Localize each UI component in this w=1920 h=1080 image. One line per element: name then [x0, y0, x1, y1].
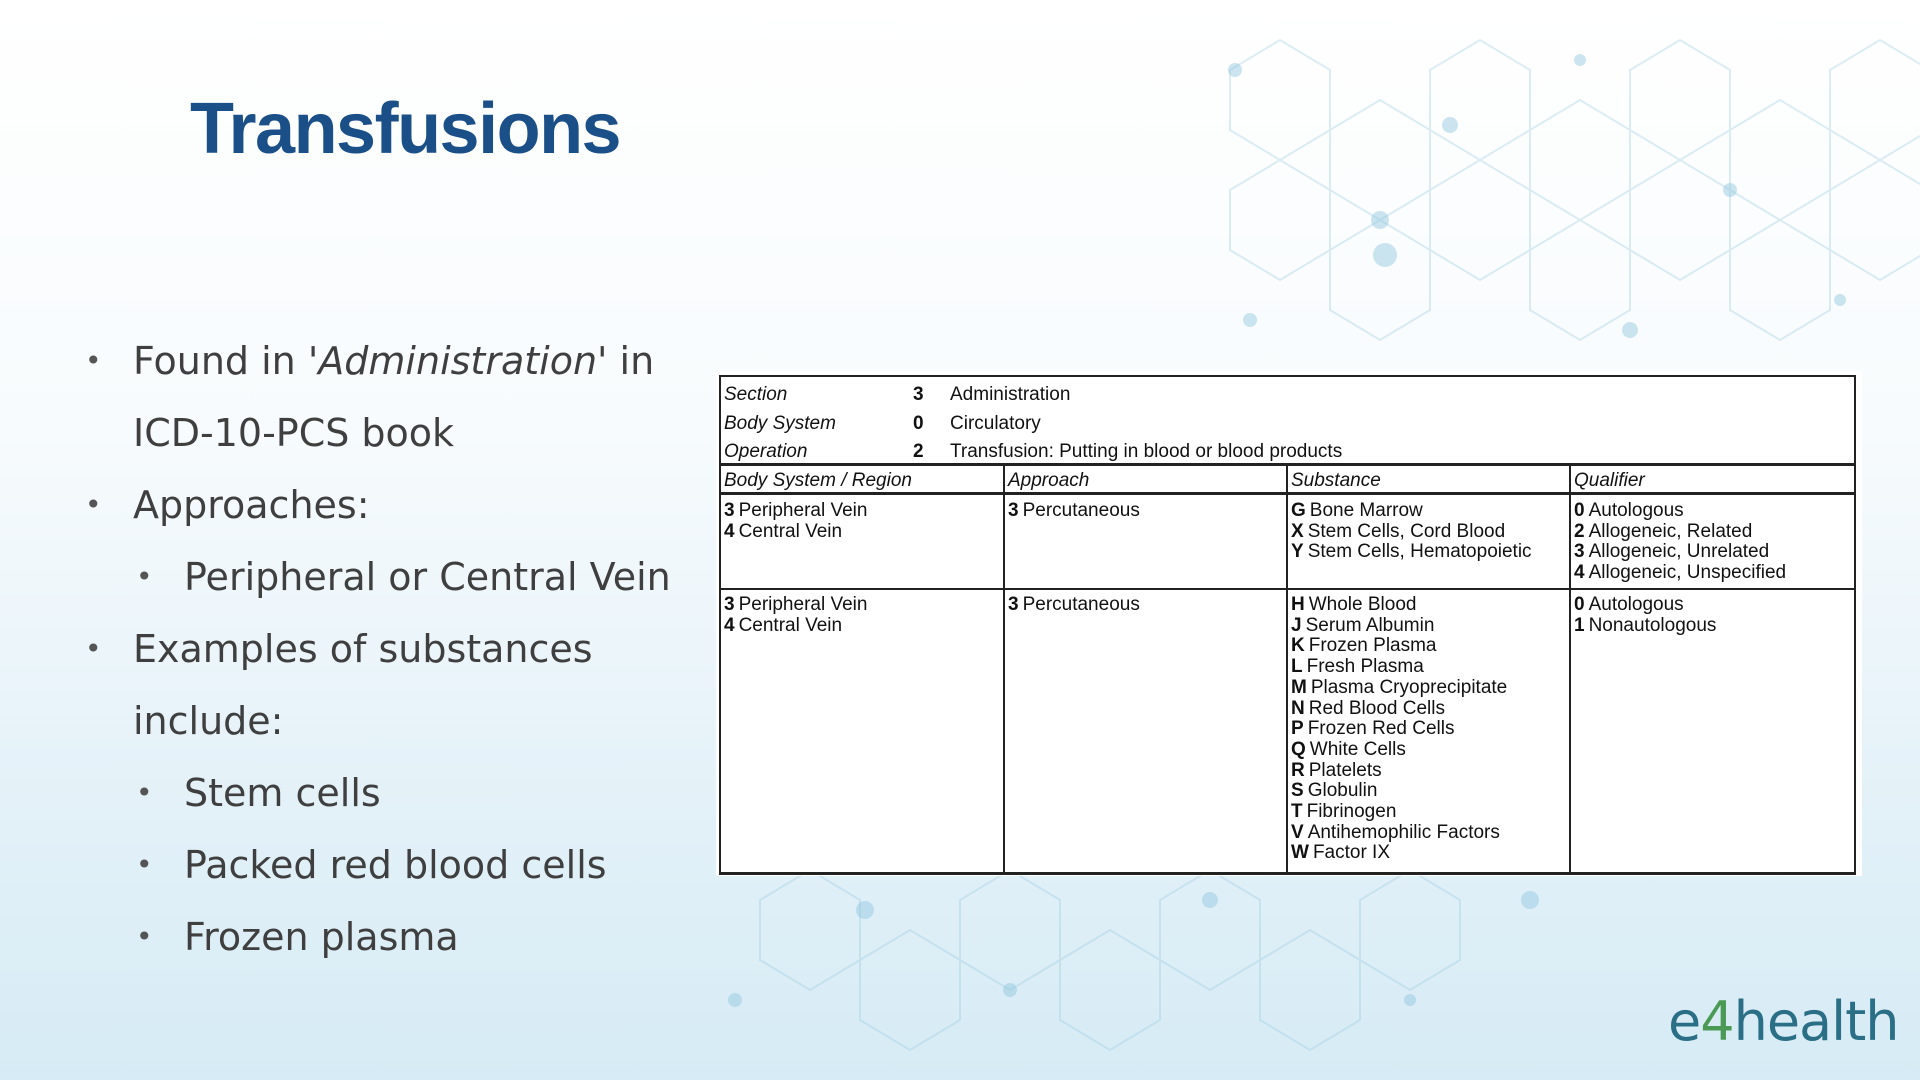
cell-entry — [1291, 802, 1507, 823]
entry-text: Stem Cells, Hematopoietic — [1307, 541, 1532, 563]
sub-bullet-packed-rbc: • Packed red blood cells — [80, 829, 680, 901]
cell-entry — [1291, 719, 1507, 740]
entry-text: Autologous — [1588, 500, 1684, 521]
row2-substance-cell — [1291, 595, 1507, 864]
entry-code: S — [1291, 780, 1304, 802]
cell-entry — [1574, 616, 1716, 637]
row1-body-system-cell — [724, 501, 867, 542]
entry-code: N — [1291, 697, 1305, 719]
entry-code: P — [1291, 718, 1304, 740]
header-value: Transfusion: Putting in blood or blood products — [950, 441, 1343, 462]
cell-entry — [1291, 501, 1532, 522]
cell-entry — [1291, 657, 1507, 678]
slide-title: Transfusions — [190, 89, 621, 169]
entry-code: W — [1291, 842, 1309, 864]
cell-entry — [1291, 616, 1507, 637]
entry-text: Allogeneic, Related — [1588, 520, 1753, 542]
row1-approach-cell — [1008, 501, 1140, 522]
entry-text: Plasma Cryoprecipitate — [1310, 676, 1508, 698]
table-col-divider-2 — [1286, 463, 1288, 875]
entry-code: 4 — [724, 520, 735, 542]
entry-code: T — [1291, 801, 1303, 823]
cell-entry — [1574, 563, 1786, 584]
row1-qualifier-cell — [1574, 501, 1786, 584]
bullet-examples: • Examples of substances include: — [80, 613, 680, 757]
entry-code: R — [1291, 759, 1305, 781]
entry-text: Central Vein — [738, 520, 843, 542]
entry-text: Globulin — [1307, 780, 1378, 802]
table-col-divider-1 — [1003, 463, 1005, 875]
sub-bullet-vein: • Peripheral or Central Vein — [80, 541, 680, 613]
header-code: 0 — [913, 413, 924, 434]
entry-code: Q — [1291, 738, 1306, 760]
icd-10-pcs-table — [716, 371, 1862, 876]
entry-text: Platelets — [1308, 759, 1382, 781]
entry-code: M — [1291, 676, 1307, 698]
column-header-qualifier: Qualifier — [1574, 470, 1645, 491]
sub-bullet-frozen-plasma: • Frozen plasma — [80, 901, 680, 973]
cell-entry — [1574, 542, 1786, 563]
entry-code: 1 — [1574, 614, 1585, 636]
cell-entry — [1574, 522, 1786, 543]
logo-health: health — [1733, 990, 1899, 1053]
entry-code: 4 — [1574, 562, 1585, 584]
entry-code: 0 — [1574, 500, 1585, 521]
entry-text: Antihemophilic Factors — [1307, 821, 1500, 843]
row2-approach-cell — [1008, 595, 1140, 616]
entry-text: Peripheral Vein — [738, 594, 868, 615]
header-row-operation — [724, 441, 1342, 463]
header-code: 2 — [913, 441, 924, 462]
entry-code: J — [1291, 614, 1302, 636]
column-header-substance: Substance — [1291, 470, 1381, 491]
row2-qualifier-cell — [1574, 595, 1716, 636]
entry-text: Nonautologous — [1588, 614, 1717, 636]
entry-code: 3 — [1008, 594, 1019, 615]
entry-text: Percutaneous — [1022, 594, 1140, 615]
cell-entry — [1291, 843, 1507, 864]
cell-entry — [724, 616, 867, 637]
column-header-approach: Approach — [1008, 470, 1090, 491]
bullet-approaches: • Approaches: — [80, 469, 680, 541]
entry-code: 4 — [724, 614, 735, 636]
header-label: Body System — [724, 413, 836, 434]
entry-code: G — [1291, 500, 1306, 521]
header-row-section — [724, 384, 1070, 406]
cell-entry — [724, 501, 867, 522]
row1-substance-cell — [1291, 501, 1532, 563]
entry-text: Frozen Red Cells — [1307, 718, 1455, 740]
header-label: Operation — [724, 441, 808, 462]
entry-code: Y — [1291, 541, 1304, 563]
entry-text: Bone Marrow — [1309, 500, 1423, 521]
entry-text: Fresh Plasma — [1306, 656, 1424, 678]
bullet-found-in-post: ' in ICD-10-PCS book — [133, 339, 655, 455]
bullet-list — [80, 325, 680, 973]
cell-entry — [1291, 595, 1507, 616]
column-header-body-system: Body System / Region — [724, 470, 912, 491]
cell-entry — [1574, 501, 1786, 522]
entry-code: 3 — [724, 500, 735, 521]
table-border-left — [719, 375, 721, 875]
entry-text: Factor IX — [1312, 842, 1391, 864]
sub-bullet-stem-cells: • Stem cells — [80, 757, 680, 829]
entry-code: K — [1291, 635, 1305, 657]
table-border-right — [1854, 375, 1856, 875]
cell-entry — [1291, 699, 1507, 720]
entry-code: 0 — [1574, 594, 1585, 615]
entry-code: L — [1291, 656, 1303, 678]
logo-4: 4 — [1700, 990, 1734, 1053]
cell-entry — [1574, 595, 1716, 616]
header-value: Administration — [950, 384, 1071, 405]
entry-text: Stem Cells, Cord Blood — [1307, 520, 1506, 542]
cell-entry — [1291, 678, 1507, 699]
bullet-found-in-pre: Found in ' — [133, 339, 319, 383]
cell-entry — [1291, 823, 1507, 844]
cell-entry — [1008, 595, 1140, 616]
entry-text: Central Vein — [738, 614, 843, 636]
entry-text: Allogeneic, Unrelated — [1588, 541, 1770, 563]
entry-text: Red Blood Cells — [1308, 697, 1445, 719]
table-border-top — [719, 375, 1856, 377]
entry-text: Frozen Plasma — [1308, 635, 1437, 657]
entry-code: V — [1291, 821, 1304, 843]
header-value: Circulatory — [950, 413, 1041, 434]
cell-entry — [724, 595, 867, 616]
header-row-body-system — [724, 413, 1041, 435]
entry-code: 2 — [1574, 520, 1585, 542]
entry-code: 3 — [1574, 541, 1585, 563]
entry-code: 3 — [724, 594, 735, 615]
cell-entry — [724, 522, 867, 543]
entry-text: Peripheral Vein — [738, 500, 868, 521]
row2-body-system-cell — [724, 595, 867, 636]
cell-entry — [1291, 781, 1507, 802]
entry-code: H — [1291, 594, 1305, 615]
entry-text: Serum Albumin — [1305, 614, 1435, 636]
bullet-found-in-emphasis: Administration — [318, 339, 598, 383]
cell-entry — [1291, 761, 1507, 782]
entry-text: White Cells — [1309, 738, 1406, 760]
cell-entry — [1008, 501, 1140, 522]
table-col-divider-3 — [1569, 463, 1571, 875]
bullet-found-in — [80, 325, 680, 469]
entry-text: Autologous — [1588, 594, 1684, 615]
header-label: Section — [724, 384, 788, 405]
entry-code: 3 — [1008, 500, 1019, 521]
entry-text: Fibrinogen — [1306, 801, 1397, 823]
entry-code: X — [1291, 520, 1304, 542]
cell-entry — [1291, 522, 1532, 543]
entry-text: Whole Blood — [1308, 594, 1417, 615]
logo-e: e — [1668, 990, 1701, 1053]
cell-entry — [1291, 542, 1532, 563]
entry-text: Percutaneous — [1022, 500, 1140, 521]
cell-entry — [1291, 740, 1507, 761]
header-code: 3 — [913, 384, 924, 405]
entry-text: Allogeneic, Unspecified — [1588, 562, 1787, 584]
e4health-logo — [1668, 990, 1899, 1053]
cell-entry — [1291, 636, 1507, 657]
